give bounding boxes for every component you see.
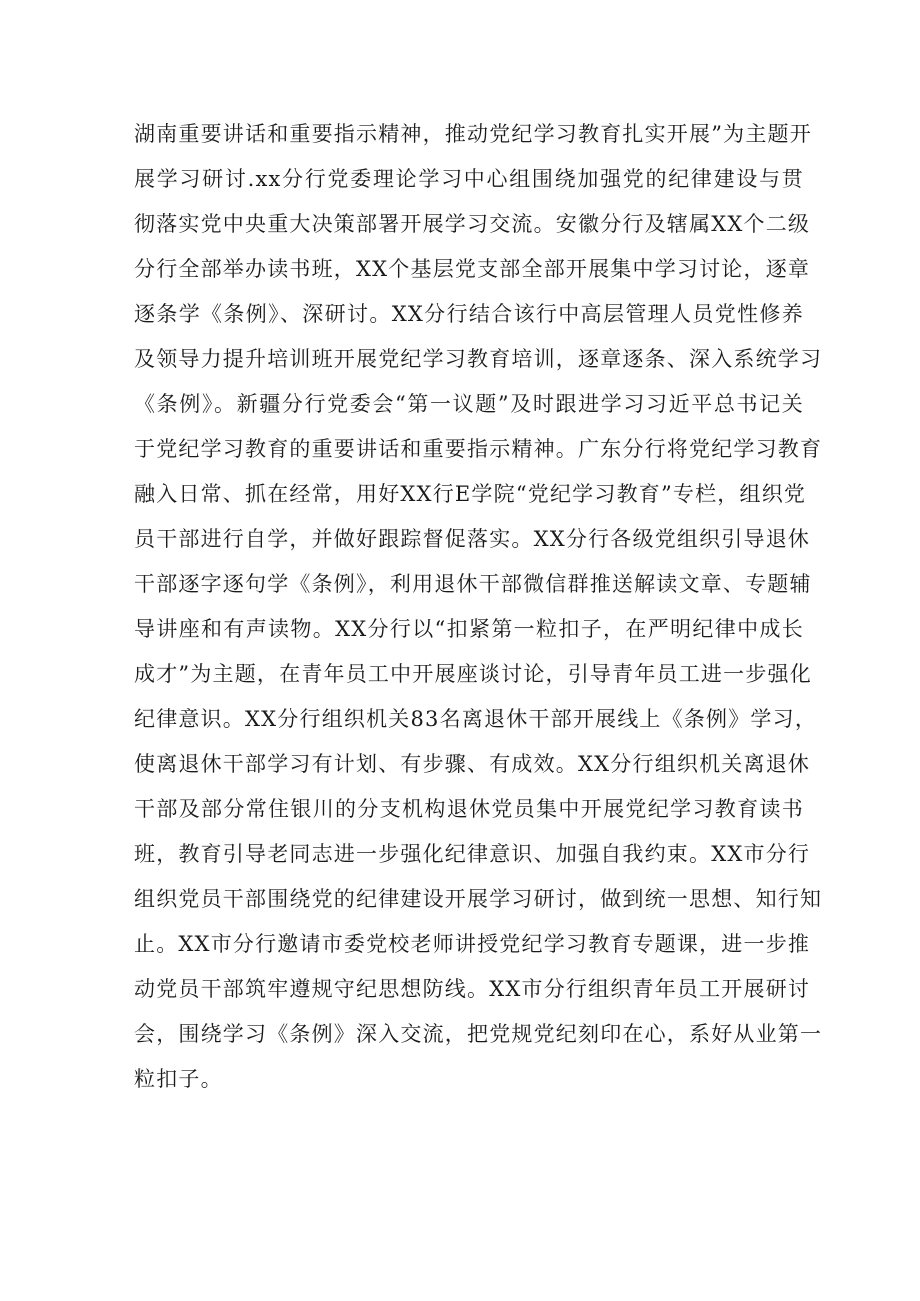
text-line: 湖南重要讲话和重要指示精神，推动党纪学习教育扎实开展”为主题开 bbox=[134, 122, 812, 146]
text-line: 及领导力提升培训班开展党纪学习教育培训，逐章逐条、深入系统学习 bbox=[134, 347, 823, 371]
text-line: 粒扣子。 bbox=[134, 1067, 223, 1091]
text-line: 班，教育引导老同志进一步强化纪律意识、加强自我约束。XX市分行 bbox=[134, 842, 811, 866]
text-line: 分行全部举办读书班，XX个基层党支部全部开展集中学习讨论，逐章 bbox=[134, 257, 811, 281]
text-line: 成才”为主题，在青年员工中开展座谈讨论，引导青年员工进一步强化 bbox=[134, 662, 812, 686]
text-line: 于党纪学习教育的重要讲话和重要指示精神。广东分行将党纪学习教育 bbox=[134, 437, 823, 461]
text-line: 使离退休干部学习有计划、有步骤、有成效。XX分行组织机关离退休 bbox=[134, 752, 811, 776]
text-line: 干部及部分常住银川的分支机构退休党员集中开展党纪学习教育读书 bbox=[134, 797, 804, 821]
text-line: 展学习研讨.xx分行党委理论学习中心组围绕加强党的纪律建设与贯 bbox=[134, 167, 804, 191]
text-line: 彻落实党中央重大决策部署开展学习交流。安徽分行及辖属XX个二级 bbox=[134, 212, 811, 236]
text-line: 动党员干部筑牢遵规守纪思想防线。XX市分行组织青年员工开展研讨 bbox=[134, 977, 811, 1001]
text-line: 员干部进行自学，并做好跟踪督促落实。XX分行各级党组织引导退休 bbox=[134, 527, 811, 551]
text-line: 组织党员干部围绕党的纪律建设开展学习研讨，做到统一思想、知行知 bbox=[134, 887, 823, 911]
text-line: 止。XX市分行邀请市委党校老师讲授党纪学习教育专题课，进一步推 bbox=[134, 932, 811, 956]
text-line: 《条例》。新疆分行党委会“第一议题”及时跟进学习习近平总书记关 bbox=[134, 392, 804, 416]
text-line: 融入日常、抓在经常，用好XX行E学院“党纪学习教育”专栏，组织党 bbox=[134, 482, 807, 506]
text-line: 逐条学《条例》、深研讨。XX分行结合该行中高层管理人员党性修养 bbox=[134, 302, 804, 326]
text-line: 会，围绕学习《条例》深入交流，把党规党纪刻印在心，系好从业第一 bbox=[134, 1022, 823, 1046]
body-paragraph bbox=[134, 112, 823, 1102]
text-line: 干部逐字逐句学《条例》，利用退休干部微信群推送解读文章、专题辅 bbox=[134, 572, 812, 596]
text-line: 导讲座和有声读物。XX分行以“扣紧第一粒扣子，在严明纪律中成长 bbox=[134, 617, 804, 641]
text-line: 纪律意识。XX分行组织机关83名离退休干部开展线上《条例》学习， bbox=[134, 707, 818, 731]
